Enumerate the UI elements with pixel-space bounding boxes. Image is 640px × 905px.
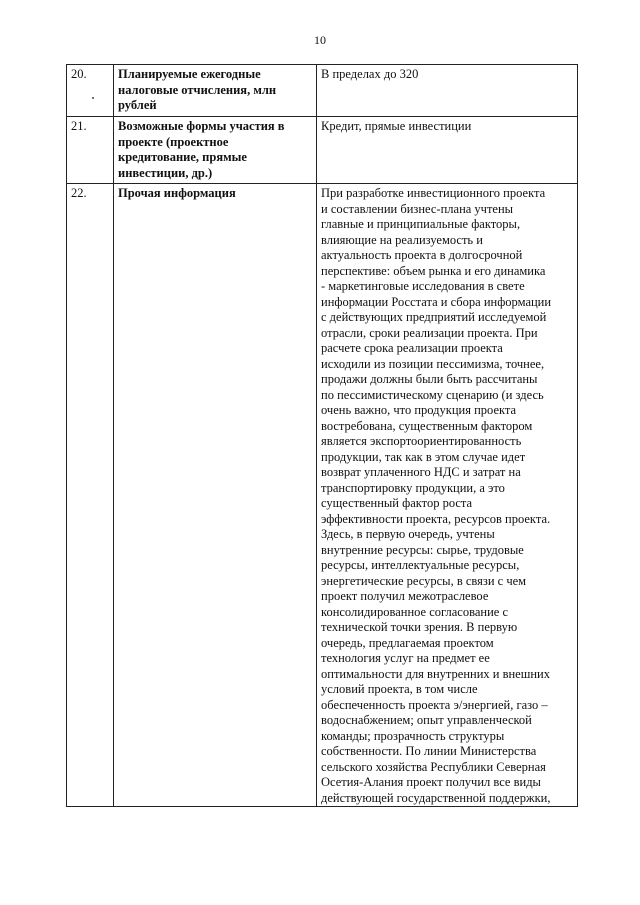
table-row-21 bbox=[67, 117, 578, 184]
row-value-text: При разработке инвестиционного проекта и составлении бизнес-плана учтены главные и принципиальные факторы, влияющие на реализуемость и актуальность проекта в долгосрочной перспективе: объем рынка и его динамика - маркетинговые исследования в свете информации Росстата и сбора информации с действующих предприятий исследуемой отрасли, сроки реализации проекта. При расчете срока реализации проекта исходили из позиции пессимизма, точнее, продажи должны были быть рассчитаны по пессимистическому сценарию (и здесь очень важно, что продукция проекта востребована, существенным фактором является экспортоориентированность продукции, так как в этом случае идет возврат уплаченного НДС и затрат на транспортировку продукции, а это существенный фактор роста эффективности проекта, ресурсов проекта. Здесь, в первую очередь, учтены внутренние ресурсы: сырье, трудовые ресурсы, интеллектуальные ресурсы, энергетические ресурсы, в связи с чем проект получил межотраслевое консолидированное согласование с технической точки зрения. В первую очередь, предлагаемая проектом технология услуг на предмет ее оптимальности для внутренних и внешних условий проекта, в том числе обеспеченность проекта э/энергией, газо – водоснабжением; опыт управленческой команды; прозрачность структуры собственности. По линии Министерства сельского хозяйства Республики Северная Осетия-Алания проект получил все виды действующей государственной поддержки, bbox=[321, 186, 552, 805]
scan-speck bbox=[92, 97, 94, 99]
row-value bbox=[317, 117, 578, 184]
row-value bbox=[317, 65, 578, 117]
row-number: 21. bbox=[67, 117, 114, 184]
row-label bbox=[114, 65, 317, 117]
row-number: 20. bbox=[67, 65, 114, 117]
row-label-text: Планируемые ежегодные налоговые отчисления, млн рублей bbox=[118, 67, 277, 112]
row-label bbox=[114, 117, 317, 184]
row-value-text: Кредит, прямые инвестиции bbox=[321, 119, 472, 133]
page-number: 10 bbox=[314, 33, 326, 47]
row-number: 22. bbox=[67, 184, 114, 807]
row-label bbox=[114, 184, 317, 807]
row-label-text: Прочая информация bbox=[118, 186, 236, 200]
row-value-text: В пределах до 320 bbox=[321, 67, 419, 81]
project-info-table bbox=[66, 64, 578, 807]
table-row-20 bbox=[67, 65, 578, 117]
table-row-22 bbox=[67, 184, 578, 807]
row-value bbox=[317, 184, 578, 807]
row-label-text: Возможные формы участия в проекте (проектное кредитование, прямые инвестиции, др.) bbox=[118, 119, 285, 180]
